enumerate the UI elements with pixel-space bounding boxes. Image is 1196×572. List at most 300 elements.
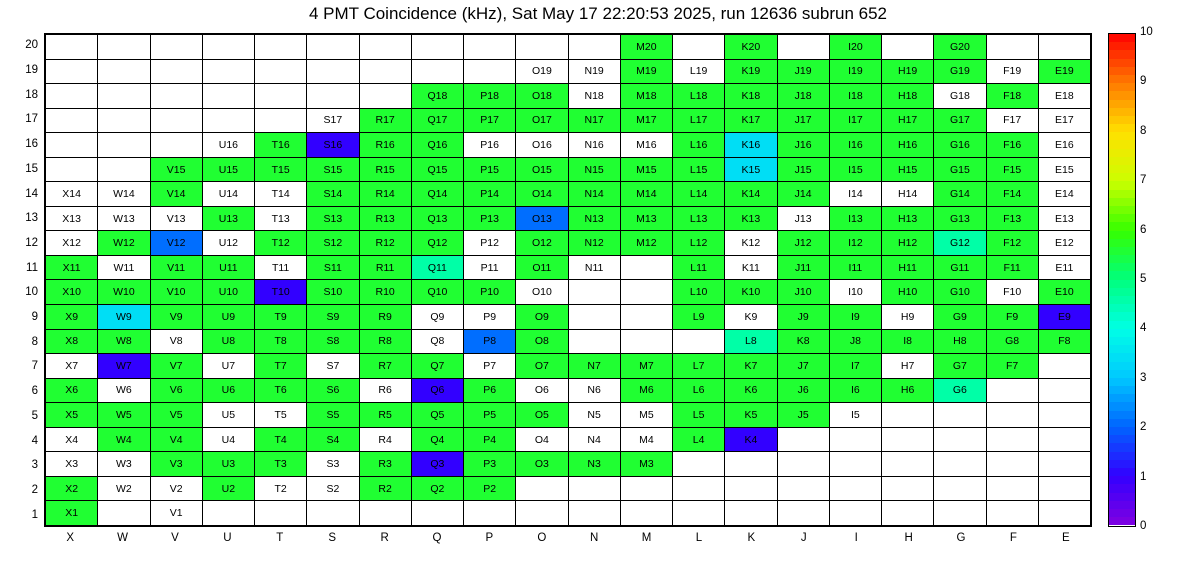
heatmap-cell [150,133,202,158]
heatmap-cell: O6 [516,378,568,403]
heatmap-cell: P16 [464,133,516,158]
heatmap-cell: S5 [307,403,359,428]
heatmap-cell: V13 [150,206,202,231]
heatmap-cell: S15 [307,157,359,182]
heatmap-cell: H19 [882,59,934,84]
heatmap-cell: K6 [725,378,777,403]
heatmap-cell: I16 [829,133,881,158]
heatmap-cell: H10 [882,280,934,305]
heatmap-cell: J10 [777,280,829,305]
heatmap-cell: I18 [829,84,881,109]
colorbar-segment [1109,296,1135,304]
heatmap-cell [934,403,986,428]
heatmap-cell: R10 [359,280,411,305]
heatmap-cell: O9 [516,305,568,330]
heatmap-cell [568,476,620,501]
heatmap-cell: F15 [986,157,1038,182]
heatmap-cell [202,59,254,84]
heatmap-cell: I9 [829,305,881,330]
heatmap-cell: I7 [829,354,881,379]
heatmap-cell: J19 [777,59,829,84]
heatmap-cell: X12 [46,231,98,256]
heatmap-cell: U16 [202,133,254,158]
heatmap-cell: F18 [986,84,1038,109]
heatmap-cell: R14 [359,182,411,207]
heatmap-cell: T6 [255,378,307,403]
heatmap-cell: W14 [98,182,150,207]
heatmap-cell: O4 [516,427,568,452]
heatmap-cell: U13 [202,206,254,231]
y-tick-label: 3 [31,459,38,472]
heatmap-cell: V2 [150,476,202,501]
colorbar-segment [1109,206,1135,214]
heatmap-cell: K15 [725,157,777,182]
heatmap-cell: I13 [829,206,881,231]
heatmap-cell: E18 [1038,84,1090,109]
heatmap-cell: U7 [202,354,254,379]
colorbar-segment [1109,100,1135,108]
heatmap-cell: L13 [673,206,725,231]
heatmap-cell: L5 [673,403,725,428]
heatmap-cell: E11 [1038,255,1090,280]
heatmap-cell [411,59,463,84]
heatmap-cell: P11 [464,255,516,280]
heatmap-cell [986,452,1038,477]
heatmap-cell: L15 [673,157,725,182]
heatmap-cell: R13 [359,206,411,231]
heatmap-cell [620,305,672,330]
colorbar-segment [1109,402,1135,410]
colorbar-segment [1109,304,1135,312]
x-tick-label: E [1061,532,1070,544]
heatmap-cell: M16 [620,133,672,158]
heatmap-cell: P5 [464,403,516,428]
heatmap-cell: J7 [777,354,829,379]
heatmap-cell: T3 [255,452,307,477]
heatmap-row [46,84,1091,109]
colorbar-segment [1109,435,1135,443]
heatmap-cell: E15 [1038,157,1090,182]
heatmap-cell [307,35,359,60]
heatmap-cell [46,59,98,84]
heatmap-cell: Q5 [411,403,463,428]
colorbar-tick-label: 0 [1140,520,1147,532]
y-tick-label: 11 [26,261,38,274]
heatmap-cell: P10 [464,280,516,305]
colorbar-segment [1109,255,1135,263]
y-tick-label: 18 [25,88,38,101]
heatmap-cell: H16 [882,133,934,158]
heatmap-cell: V8 [150,329,202,354]
heatmap-cell: Q8 [411,329,463,354]
heatmap-cell: J17 [777,108,829,133]
heatmap-cell: F8 [1038,329,1090,354]
heatmap-cell: R8 [359,329,411,354]
heatmap-cell [934,427,986,452]
colorbar-segment [1109,157,1135,165]
heatmap-row [46,231,1091,256]
colorbar-segment [1109,116,1135,124]
heatmap-cell: H8 [934,329,986,354]
heatmap-cell [568,329,620,354]
heatmap-cell [411,501,463,526]
heatmap-cell: Q13 [411,206,463,231]
heatmap-cell: P9 [464,305,516,330]
y-tick-label: 2 [31,483,38,496]
colorbar-segment [1109,247,1135,255]
colorbar-segment [1109,222,1135,230]
heatmap-cell: U6 [202,378,254,403]
heatmap-cell: L9 [673,305,725,330]
heatmap-cell: T4 [255,427,307,452]
heatmap-row [46,35,1091,60]
heatmap-cell: N14 [568,182,620,207]
heatmap-cell: S14 [307,182,359,207]
heatmap-cell: V5 [150,403,202,428]
heatmap-cell: R15 [359,157,411,182]
x-tick-label: H [904,532,913,544]
colorbar-segment [1109,312,1135,320]
colorbar-segment [1109,263,1135,271]
heatmap-cell: P3 [464,452,516,477]
heatmap-cell [882,476,934,501]
heatmap-cell: O11 [516,255,568,280]
heatmap-cell [673,476,725,501]
heatmap-row [46,108,1091,133]
heatmap-cell [777,501,829,526]
heatmap-cell: O19 [516,59,568,84]
heatmap-cell [673,501,725,526]
colorbar-segment [1109,198,1135,206]
heatmap-cell: R5 [359,403,411,428]
heatmap-cell: P6 [464,378,516,403]
heatmap-cell: P4 [464,427,516,452]
heatmap-cell [620,280,672,305]
colorbar-segment [1109,181,1135,189]
heatmap-cell: G10 [934,280,986,305]
y-tick-label: 1 [31,508,38,521]
heatmap-cell: H11 [882,255,934,280]
colorbar-tick-label: 9 [1140,75,1147,88]
heatmap-cell: W4 [98,427,150,452]
heatmap-cell: T8 [255,329,307,354]
heatmap-cell [255,35,307,60]
heatmap-cell [1038,378,1090,403]
heatmap-cell: S9 [307,305,359,330]
heatmap-cell: G18 [934,84,986,109]
heatmap-cell: O18 [516,84,568,109]
heatmap-cell: V4 [150,427,202,452]
heatmap-cell: K18 [725,84,777,109]
colorbar-segment [1109,345,1135,353]
heatmap-cell: E16 [1038,133,1090,158]
heatmap-cell: U8 [202,329,254,354]
heatmap-cell: X13 [46,206,98,231]
x-tick-label: J [800,532,807,544]
heatmap-cell: F11 [986,255,1038,280]
colorbar-segment [1109,362,1135,370]
heatmap-cell: E9 [1038,305,1090,330]
heatmap-cell: W12 [98,231,150,256]
heatmap-cell [777,476,829,501]
heatmap-cell [986,427,1038,452]
colorbar-segment [1109,50,1135,58]
heatmap-cell: V9 [150,305,202,330]
heatmap-cell: I20 [829,35,881,60]
heatmap-cell [1038,427,1090,452]
heatmap-cell: U11 [202,255,254,280]
heatmap-cell [46,35,98,60]
heatmap-cell: M20 [620,35,672,60]
heatmap-cell: J5 [777,403,829,428]
heatmap-grid [45,34,1091,526]
heatmap-cell: V11 [150,255,202,280]
colorbar-segment [1109,460,1135,468]
heatmap-cell: L4 [673,427,725,452]
colorbar-segment [1109,329,1135,337]
heatmap-row [46,378,1091,403]
colorbar-segment [1109,501,1135,509]
heatmap-row [46,280,1091,305]
heatmap-cell: L18 [673,84,725,109]
heatmap-cell: O12 [516,231,568,256]
heatmap-cell: L14 [673,182,725,207]
colorbar-segment [1109,231,1135,239]
colorbar-segment [1109,239,1135,247]
colorbar-segment [1109,108,1135,116]
heatmap-cell: J13 [777,206,829,231]
heatmap-cell [98,59,150,84]
x-tick-label: V [171,532,179,544]
colorbar-segment [1109,140,1135,148]
x-tick-label: Q [432,532,442,544]
heatmap-cell: Q14 [411,182,463,207]
heatmap-row [46,59,1091,84]
heatmap-cell: L12 [673,231,725,256]
heatmap-cell [673,329,725,354]
heatmap-cell: U14 [202,182,254,207]
heatmap-cell: Q11 [411,255,463,280]
heatmap-cell: Q17 [411,108,463,133]
heatmap-cell: I19 [829,59,881,84]
heatmap-cell: X4 [46,427,98,452]
heatmap-cell: P18 [464,84,516,109]
heatmap-cell: P2 [464,476,516,501]
heatmap-cell: S2 [307,476,359,501]
heatmap-cell: U15 [202,157,254,182]
heatmap-plot [44,33,1092,527]
heatmap-cell [202,501,254,526]
heatmap-cell [673,452,725,477]
heatmap-cell [777,427,829,452]
heatmap-cell: V14 [150,182,202,207]
heatmap-cell: J16 [777,133,829,158]
heatmap-cell: I14 [829,182,881,207]
colorbar-tick-label: 5 [1140,273,1147,285]
heatmap-cell [202,84,254,109]
heatmap-cell: P13 [464,206,516,231]
y-tick-label: 12 [25,236,38,249]
heatmap-cell: Q15 [411,157,463,182]
colorbar-segment [1109,386,1135,394]
heatmap-cell: R6 [359,378,411,403]
heatmap-cell [725,452,777,477]
heatmap-cell [934,476,986,501]
heatmap-cell [150,59,202,84]
heatmap-cell: O5 [516,403,568,428]
heatmap-cell: T7 [255,354,307,379]
heatmap-cell [46,84,98,109]
heatmap-row [46,329,1091,354]
heatmap-cell: W13 [98,206,150,231]
y-tick-label: 13 [25,212,38,225]
heatmap-cell: O15 [516,157,568,182]
heatmap-cell: S3 [307,452,359,477]
x-tick-label: K [747,532,756,544]
colorbar-segment [1109,468,1135,476]
heatmap-cell: M5 [620,403,672,428]
heatmap-cell [1038,501,1090,526]
heatmap-cell [98,133,150,158]
heatmap-cell: W9 [98,305,150,330]
heatmap-cell: M15 [620,157,672,182]
heatmap-cell: T11 [255,255,307,280]
heatmap-cell: I8 [882,329,934,354]
colorbar-tick-label: 10 [1140,26,1153,38]
heatmap-cell [411,35,463,60]
heatmap-cell: N6 [568,378,620,403]
heatmap-cell: P12 [464,231,516,256]
heatmap-cell [464,35,516,60]
heatmap-cell: M13 [620,206,672,231]
x-tick-label: O [537,532,547,544]
heatmap-cell: X14 [46,182,98,207]
heatmap-cell [568,501,620,526]
heatmap-row [46,403,1091,428]
heatmap-cell: H7 [882,354,934,379]
x-tick-label: T [276,532,284,544]
colorbar-segment [1109,337,1135,345]
heatmap-cell: I5 [829,403,881,428]
heatmap-cell: J18 [777,84,829,109]
heatmap-cell: U12 [202,231,254,256]
colorbar-segment [1109,173,1135,181]
heatmap-cell: K13 [725,206,777,231]
heatmap-cell: V7 [150,354,202,379]
heatmap-cell [620,501,672,526]
heatmap-cell [307,59,359,84]
heatmap-cell: G9 [934,305,986,330]
heatmap-cell: T16 [255,133,307,158]
heatmap-cell: X6 [46,378,98,403]
heatmap-cell: G20 [934,35,986,60]
heatmap-cell: R9 [359,305,411,330]
heatmap-cell: T2 [255,476,307,501]
heatmap-cell [46,157,98,182]
x-tick-label: F [1009,532,1017,544]
heatmap-cell [46,133,98,158]
heatmap-cell: H6 [882,378,934,403]
heatmap-cell: I10 [829,280,881,305]
x-tick-label: P [485,532,494,544]
heatmap-cell [255,59,307,84]
heatmap-cell: T5 [255,403,307,428]
heatmap-cell [98,157,150,182]
heatmap-cell [255,84,307,109]
heatmap-row [46,255,1091,280]
colorbar-segment [1109,288,1135,296]
heatmap-cell: S6 [307,378,359,403]
heatmap-cell: O17 [516,108,568,133]
heatmap-cell: N7 [568,354,620,379]
heatmap-cell: N11 [568,255,620,280]
heatmap-row [46,206,1091,231]
colorbar-segment [1109,214,1135,222]
colorbar-segment [1109,419,1135,427]
heatmap-cell: E13 [1038,206,1090,231]
heatmap-cell: W2 [98,476,150,501]
heatmap-cell: T10 [255,280,307,305]
heatmap-cell [568,35,620,60]
colorbar-segment [1109,370,1135,378]
heatmap-cell: Q12 [411,231,463,256]
colorbar-segment [1109,59,1135,67]
colorbar-segment [1109,42,1135,50]
heatmap-cell [620,255,672,280]
colorbar-segment [1109,509,1135,517]
heatmap-cell [464,59,516,84]
colorbar-tick-label: 1 [1140,470,1147,483]
heatmap-cell: T14 [255,182,307,207]
heatmap-cell: U3 [202,452,254,477]
heatmap-cell: V12 [150,231,202,256]
heatmap-cell: J6 [777,378,829,403]
colorbar-segment [1109,378,1135,386]
heatmap-cell: N3 [568,452,620,477]
heatmap-cell: P14 [464,182,516,207]
heatmap-cell [1038,476,1090,501]
heatmap-cell [568,280,620,305]
heatmap-cell: W10 [98,280,150,305]
heatmap-cell: M12 [620,231,672,256]
heatmap-cell: O8 [516,329,568,354]
heatmap-cell: W11 [98,255,150,280]
heatmap-row [46,452,1091,477]
colorbar-segment [1109,493,1135,501]
heatmap-cell: E12 [1038,231,1090,256]
heatmap-cell [307,501,359,526]
heatmap-cell [98,501,150,526]
heatmap-cell: W3 [98,452,150,477]
heatmap-cell: Q4 [411,427,463,452]
heatmap-cell: M17 [620,108,672,133]
x-tick-label: G [956,532,966,544]
heatmap-cell: U5 [202,403,254,428]
heatmap-cell: G6 [934,378,986,403]
heatmap-cell: I15 [829,157,881,182]
heatmap-cell: K10 [725,280,777,305]
heatmap-cell [150,108,202,133]
heatmap-cell [934,501,986,526]
heatmap-cell: G11 [934,255,986,280]
heatmap-cell: X1 [46,501,98,526]
heatmap-cell [777,35,829,60]
heatmap-cell: G19 [934,59,986,84]
heatmap-cell [777,452,829,477]
heatmap-cell: K4 [725,427,777,452]
heatmap-cell: W5 [98,403,150,428]
heatmap-cell: H13 [882,206,934,231]
